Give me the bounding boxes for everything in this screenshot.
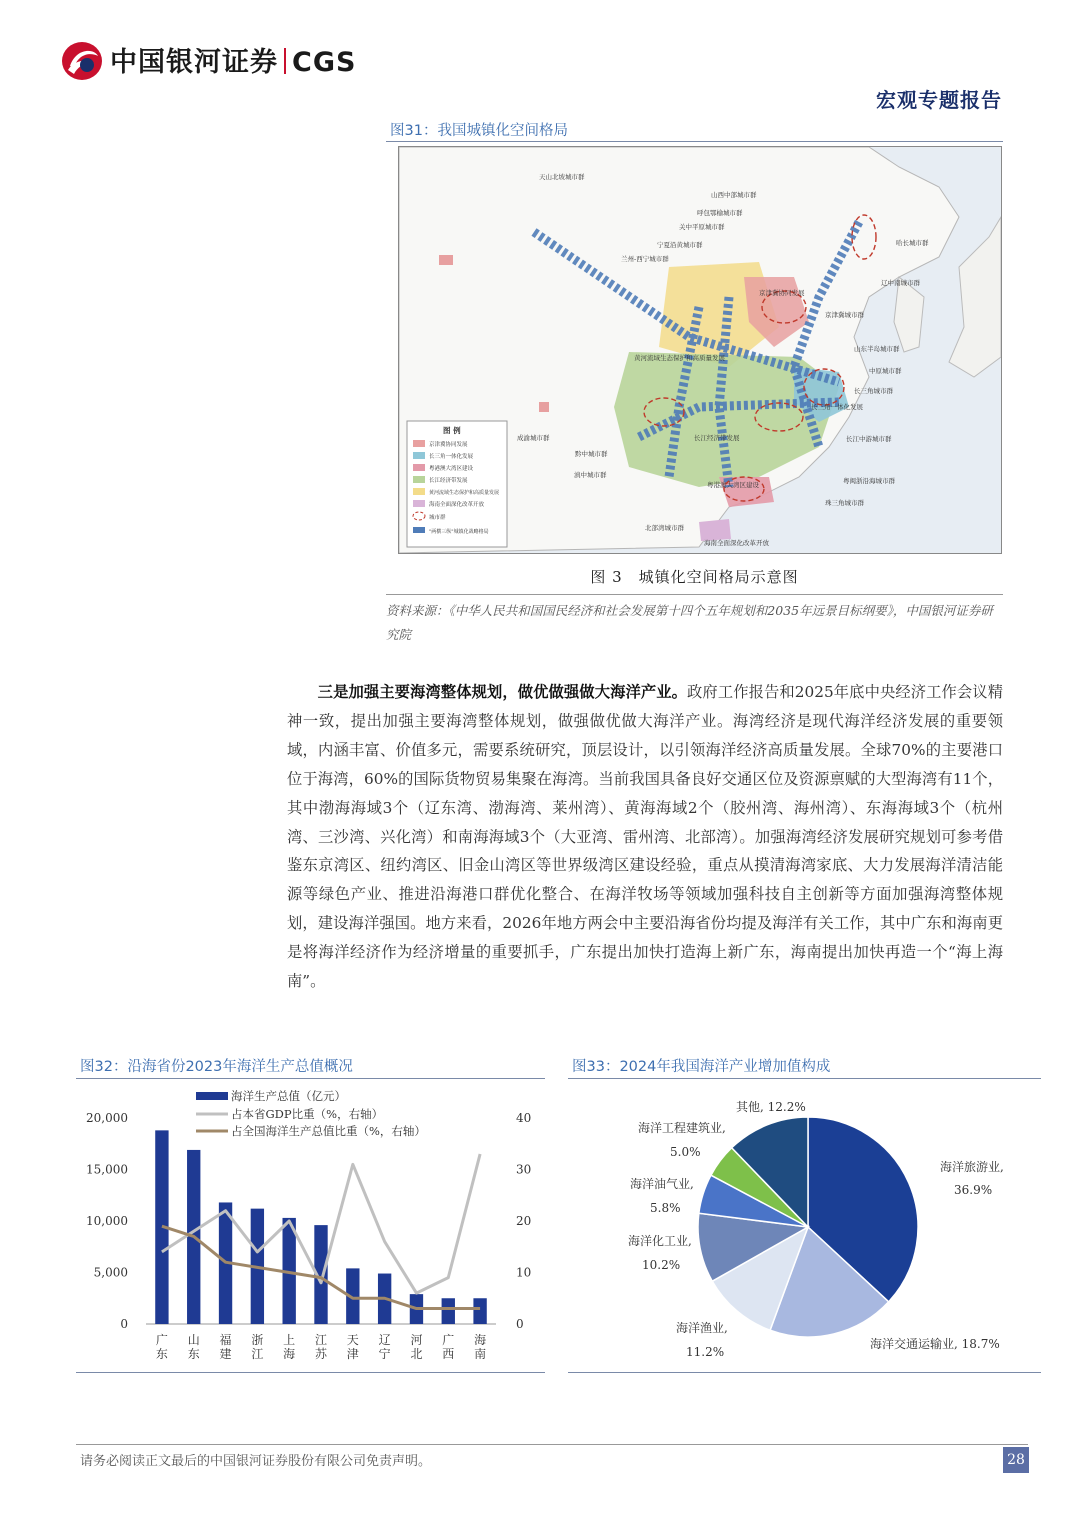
legend-swatch-2 xyxy=(413,464,425,471)
footer-rule xyxy=(76,1444,1028,1445)
y-right-tick: 20 xyxy=(516,1214,532,1228)
fig32-top-rule xyxy=(76,1078,545,1079)
fig33-top-rule xyxy=(568,1078,1041,1079)
legend-title: 图 例 xyxy=(443,426,461,435)
legend-item-4: 黄河流域生态保护和高质量发展 xyxy=(429,490,500,496)
legend-swatch-7 xyxy=(413,527,425,533)
x-tick-label: 南 xyxy=(474,1347,487,1361)
label-huhe: 呼包鄂榆城市群 xyxy=(697,209,743,217)
y-right-tick: 10 xyxy=(516,1265,532,1280)
y-left-tick: 10,000 xyxy=(86,1214,128,1228)
x-tick-label: 苏 xyxy=(314,1347,328,1361)
x-tick-label: 宁 xyxy=(378,1347,391,1361)
label-tianshan: 天山北坡城市群 xyxy=(539,173,585,181)
pie-label-other: 其他, 12.2% xyxy=(736,1100,806,1114)
legend-swatch-bar xyxy=(196,1092,228,1100)
pie-label-fishery-name: 海洋渔业, xyxy=(676,1321,728,1335)
y-left-tick: 20,000 xyxy=(86,1111,128,1125)
label-haixi: 粤闽浙沿海城市群 xyxy=(843,477,895,485)
legend-item-7: "两横三纵"城镇化战略格局 xyxy=(429,529,489,535)
x-tick-label: 山 xyxy=(187,1333,200,1347)
pie-label-tourism-pct: 36.9% xyxy=(954,1183,993,1197)
label-gba: 粤港澳大湾区建设 xyxy=(707,481,759,489)
chart32-bars xyxy=(155,1130,487,1324)
fig31-source: 资料来源：《中华人民共和国国民经济和社会发展第十四个五年规划和2035年远景目标纲要》，中国银河证券研究院 xyxy=(386,603,993,642)
label-hachang: 哈长城市群 xyxy=(896,239,929,247)
x-tick-label: 东 xyxy=(187,1347,200,1361)
legend-swatch-0 xyxy=(413,440,425,447)
pie-label-tourism-name: 海洋旅游业, xyxy=(940,1160,1004,1174)
tibet-mark xyxy=(539,402,549,412)
x-tick-label: 福 xyxy=(219,1333,232,1347)
pie-slices xyxy=(698,1117,918,1337)
x-tick-label: 津 xyxy=(346,1347,359,1361)
legend-swatch-1 xyxy=(413,452,425,459)
map-legend xyxy=(407,421,507,547)
label-ningxia: 宁夏沿黄城市群 xyxy=(657,241,703,249)
y-left-tick: 5,000 xyxy=(93,1265,128,1280)
y-right-tick: 40 xyxy=(516,1111,532,1125)
pie-label-oilgas-name: 海洋油气业, xyxy=(630,1177,694,1191)
brand-abbr: CGS xyxy=(292,47,357,78)
brand-chinese: 中国银河证券 xyxy=(110,47,278,78)
paragraph-lead: 三是加强主要海湾整体规划，做优做强做大海洋产业。 xyxy=(317,683,688,701)
brand-name xyxy=(110,40,356,79)
page-number: 28 xyxy=(1003,1447,1029,1473)
marine-industry-pie xyxy=(568,1082,1041,1370)
legend-item-0: 京津冀协同发展 xyxy=(429,442,468,448)
legend-national-share-label: 占全国海洋生产总值比重（%，右轴） xyxy=(231,1124,426,1138)
label-zhongyuan: 中原城市群 xyxy=(869,367,902,375)
label-yellow-river: 黄河流域生态保护和高质量发展 xyxy=(634,354,725,362)
marine-gdp-chart xyxy=(76,1082,545,1370)
y-left-tick: 0 xyxy=(120,1317,128,1331)
legend-item-3: 长江经济带发展 xyxy=(429,478,468,484)
label-jingjinji: 京津冀协同发展 xyxy=(759,289,805,297)
x-tick-label: 广 xyxy=(442,1333,455,1347)
label-csj: 长三角城市群 xyxy=(854,387,893,395)
label-hainan: 海南全面深化改革开放 xyxy=(704,539,769,547)
x-tick-label: 上 xyxy=(283,1333,296,1347)
label-lanxi: 兰州-西宁城市群 xyxy=(621,255,669,263)
pie-label-transport: 海洋交通运输业, 18.7% xyxy=(870,1337,1000,1351)
legend-gdp-share-label: 占本省GDP比重（%，右轴） xyxy=(231,1107,384,1121)
x-tick-label: 辽 xyxy=(378,1333,391,1347)
legend-item-5: 海南全面深化改革开放 xyxy=(429,502,485,508)
fig31-top-rule xyxy=(386,141,1003,142)
x-tick-label: 建 xyxy=(219,1347,232,1361)
label-shanxi: 山西中部城市群 xyxy=(711,191,757,199)
legend-item-1: 长三角一体化发展 xyxy=(429,454,474,460)
x-tick-label: 北 xyxy=(410,1347,423,1361)
label-jingjinji-cg: 京津冀城市群 xyxy=(825,311,864,319)
footer-disclaimer: 请务必阅读正文最后的中国银河证券股份有限公司免责声明。 xyxy=(80,1454,432,1469)
label-guanzhong: 关中平原城市群 xyxy=(679,223,725,231)
bar-海南 xyxy=(473,1298,486,1324)
pie-label-chemical-pct: 10.2% xyxy=(642,1258,681,1272)
y-left-tick: 15,000 xyxy=(86,1162,128,1177)
legend-swatch-5 xyxy=(413,500,425,507)
map-caption: 图 3 城镇化空间格局示意图 xyxy=(590,568,799,586)
legend-item-2: 粤港澳大湾区建设 xyxy=(429,466,474,472)
fig31-source-rule xyxy=(386,594,1003,595)
legend-bar-label: 海洋生产总值（亿元） xyxy=(231,1089,346,1103)
pie-label-fishery-pct: 11.2% xyxy=(686,1345,725,1359)
label-csj-int: 长三角一体化发展 xyxy=(811,403,863,411)
legend-swatch-4 xyxy=(413,488,425,495)
label-yangtze-belt: 长江经济带发展 xyxy=(694,434,740,442)
label-shandong: 山东半岛城市群 xyxy=(854,345,900,353)
fig33-bottom-rule xyxy=(568,1372,1041,1373)
x-tick-label: 广 xyxy=(155,1333,168,1347)
x-tick-label: 海 xyxy=(474,1333,487,1347)
x-tick-label: 海 xyxy=(283,1347,296,1361)
body-paragraph xyxy=(287,678,1003,996)
x-tick-label: 江 xyxy=(314,1333,328,1347)
fig32-bottom-rule xyxy=(76,1372,545,1373)
pie-label-engineering-pct: 5.0% xyxy=(670,1145,701,1159)
chart32-legend xyxy=(196,1089,426,1138)
pie-label-chemical-name: 海洋化工业, xyxy=(628,1234,692,1248)
pie-label-oilgas-pct: 5.8% xyxy=(650,1201,681,1215)
y-right-tick: 0 xyxy=(516,1317,524,1331)
fig31-title: 图31：我国城镇化空间格局 xyxy=(390,123,568,139)
label-qianzhong: 黔中城市群 xyxy=(575,450,608,458)
label-chengyu: 成渝城市群 xyxy=(517,434,550,442)
y-right-tick: 30 xyxy=(516,1162,532,1177)
x-tick-label: 江 xyxy=(251,1347,264,1361)
pie-label-engineering-name: 海洋工程建筑业, xyxy=(638,1121,726,1135)
x-tick-label: 天 xyxy=(346,1333,359,1347)
report-type: 宏观专题报告 xyxy=(876,88,1002,112)
legend-swatch-3 xyxy=(413,476,425,483)
x-tick-label: 浙 xyxy=(251,1333,264,1347)
x-tick-label: 东 xyxy=(155,1347,168,1361)
label-yangtze-mid: 长江中游城市群 xyxy=(846,435,892,443)
label-prd: 珠三角城市群 xyxy=(825,499,864,507)
xinjiang-mark xyxy=(439,255,453,265)
fig33-title: 图33：2024年我国海洋产业增加值构成 xyxy=(572,1059,831,1075)
bar-广西 xyxy=(442,1298,455,1324)
urbanization-map xyxy=(398,146,1002,554)
label-liaozhongnan: 辽中南城市群 xyxy=(881,279,920,287)
x-tick-label: 河 xyxy=(410,1333,423,1347)
label-beibu: 北部湾城市群 xyxy=(645,524,684,532)
brand-divider xyxy=(284,48,286,74)
label-dianzhong: 滇中城市群 xyxy=(574,471,607,479)
cgs-logo-icon xyxy=(60,40,104,82)
zone-hainan xyxy=(699,519,731,541)
legend-item-6: 城市群 xyxy=(429,515,446,521)
paragraph-body: 政府工作报告和2025年底中央经济工作会议精神一致，提出加强主要海湾整体规划，做强做优做大海洋产业。海湾经济是现代海洋经济发展的重要领域，内涵丰富、价值多元，需要系统研究，顶层设计，以引领海洋经济高质量发展。全球70%的主要港口位于海湾，60%的国际货物贸易集聚在海湾。当前我国具备良好交通区位及资源禀赋的大型海湾有11个，其中渤海海域3个（辽东湾、渤海湾、莱州湾）、黄海海域2个（胶州湾、海州湾）、东海海域3个（杭州湾、三沙湾、兴化湾）和南海海域3个（大亚湾、雷州湾、北部湾）。加强海湾经济发展研究规划可参考借鉴东京湾区、纽约湾区、旧金山湾区等世界级湾区建设经验，重点从摸清海湾家底、大力发展海洋清洁能源等绿色产业、推进沿海港口群优化整合、在海洋牧场等领域加强科技自主创新等方面加强海湾整体规划，建设海洋强国。地方来看，2026年地方两会中主要沿海省份均提及海洋有关工作，其中广东和海南更是将海洋经济作为经济增量的重要抓手，广东提出加快打造海上新广东，海南提出加快再造一个“海上海南”。 xyxy=(287,683,1003,991)
fig32-title: 图32：沿海省份2023年海洋生产总值概况 xyxy=(80,1059,353,1075)
x-tick-label: 西 xyxy=(442,1347,455,1361)
map-canvas xyxy=(399,147,1001,553)
